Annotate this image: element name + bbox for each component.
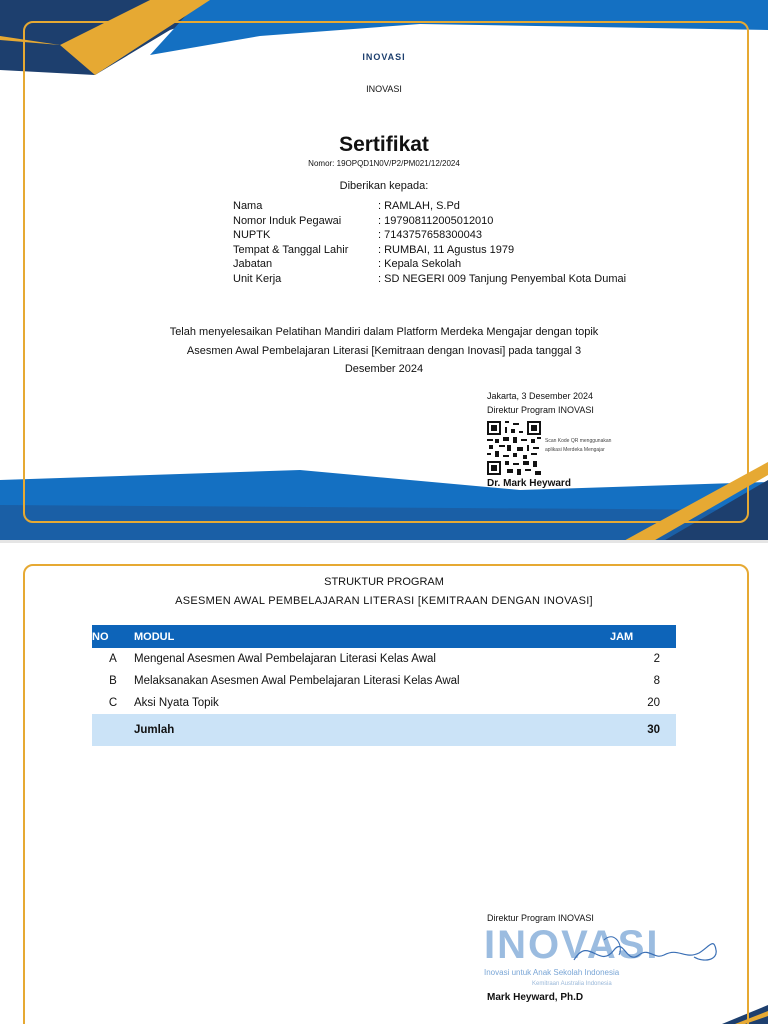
certificate-number: Nomor: 19OPQD1N0V/P2/PM021/12/2024 xyxy=(308,159,460,168)
field-value: : 7143757658300043 xyxy=(378,229,482,241)
column-header-hours: JAM xyxy=(610,625,676,648)
column-header-no: NO xyxy=(92,625,134,648)
row-no: C xyxy=(108,697,118,709)
table-row xyxy=(92,670,676,692)
total-hours: 30 xyxy=(610,714,676,746)
row-module: Mengenal Asesmen Awal Pembelajaran Literasi Kelas Awal xyxy=(134,653,436,665)
inovasi-logo-signature xyxy=(484,923,724,995)
field-label: Jabatan xyxy=(233,258,273,270)
logo-tagline: Inovasi untuk Anak Sekolah Indonesia xyxy=(484,968,620,977)
row-hours: 8 xyxy=(653,675,660,687)
qr-note-line: aplikasi Merdeka Mengajar xyxy=(545,447,605,453)
place-date: Jakarta, 3 Desember 2024 xyxy=(487,391,594,401)
table-row xyxy=(92,692,676,714)
program-signer-role: Direktur Program INOVASI xyxy=(487,913,594,923)
statement-line: Asesmen Awal Pembelajaran Literasi [Kemitraan dengan Inovasi] pada tanggal 3 xyxy=(186,344,582,357)
field-label: Tempat & Tanggal Lahir xyxy=(233,243,349,256)
row-module: Melaksanakan Asesmen Awal Pembelajaran Literasi Kelas Awal xyxy=(134,675,460,687)
qr-instruction xyxy=(545,437,611,455)
statement-line: Desember 2024 xyxy=(344,363,424,375)
modules-table xyxy=(92,625,676,746)
program-page xyxy=(0,543,768,1024)
program-heading: STRUKTUR PROGRAM xyxy=(324,576,444,588)
total-spacer xyxy=(92,714,134,746)
field-label: Nama xyxy=(233,200,263,212)
logo-wordmark: INOVASI xyxy=(484,923,660,967)
qr-note-line: Scan Kode QR menggunakan xyxy=(545,438,612,444)
column-header-module: MODUL xyxy=(134,625,610,648)
logo-partner: Kemitraan Australia Indonesia xyxy=(532,981,612,987)
inovasi-logo: INOVASI xyxy=(362,52,406,62)
completion-statement xyxy=(150,323,618,379)
field-label: Unit Kerja xyxy=(233,272,282,285)
table-header-row xyxy=(92,625,676,648)
field-label: NUPTK xyxy=(233,229,271,241)
field-value: : RAMLAH, S.Pd xyxy=(378,200,460,212)
field-value: : Kepala Sekolah xyxy=(378,258,462,270)
table-total-row xyxy=(92,714,676,746)
row-hours: 2 xyxy=(653,653,660,665)
field-value: : SD NEGERI 009 Tanjung Penyembal Kota Dumai xyxy=(378,272,627,285)
field-value: : 197908112005012010 xyxy=(378,214,494,227)
field-value: : RUMBAI, 11 Agustus 1979 xyxy=(378,243,515,256)
row-hours: 20 xyxy=(647,697,660,709)
row-module: Aksi Nyata Topik xyxy=(134,697,219,709)
signer-role: Direktur Program INOVASI xyxy=(487,405,594,415)
program-subheading: ASESMEN AWAL PEMBELAJARAN LITERASI [KEMITRAAN DENGAN INOVASI] xyxy=(175,595,593,607)
organization-name: INOVASI xyxy=(366,84,402,94)
row-no: A xyxy=(109,653,117,665)
field-label: Nomor Induk Pegawai xyxy=(233,214,342,227)
signature-icon xyxy=(564,925,724,975)
program-signer-name: Mark Heyward, Ph.D xyxy=(487,992,584,1003)
total-label: Jumlah xyxy=(134,714,610,746)
table-row xyxy=(92,648,676,670)
given-to-label: Diberikan kepada: xyxy=(339,180,429,192)
signer-name: Dr. Mark Heyward xyxy=(487,478,571,489)
qr-code-icon[interactable] xyxy=(487,421,541,475)
statement-line: Telah menyelesaikan Pelatihan Mandiri dalam Platform Merdeka Mengajar dengan topik xyxy=(169,326,599,338)
row-no: B xyxy=(109,675,117,687)
certificate-title: Sertifikat xyxy=(339,133,429,156)
